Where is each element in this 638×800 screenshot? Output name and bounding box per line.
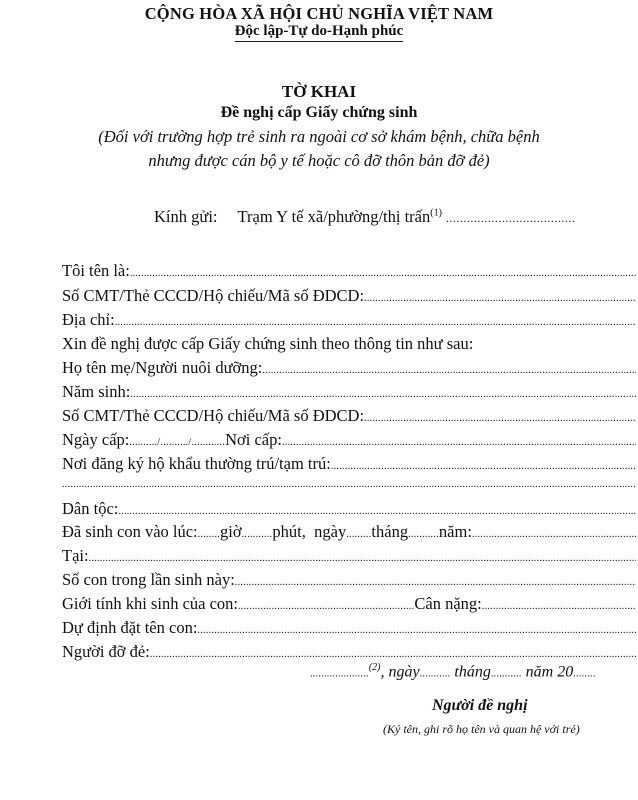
form-note-line1: (Đối với trường hợp trẻ sinh ra ngoài cơ sở khám bệnh, chữa bệnh	[98, 127, 540, 146]
minute-blank[interactable]: ...........	[241, 529, 273, 540]
fill-line[interactable]	[282, 432, 636, 451]
form-title: TỜ KHAI	[281, 82, 357, 101]
fill-line[interactable]	[130, 263, 636, 282]
fill-line[interactable]	[89, 548, 636, 567]
month-unit: tháng	[371, 522, 409, 541]
month-blank[interactable]: ...........	[490, 668, 522, 680]
field-midwife	[62, 641, 636, 663]
fill-line[interactable]	[150, 644, 636, 663]
form-note-line2: nhưng được cán bộ y tế hoặc cô đỡ thôn bản đỡ đẻ)	[148, 151, 490, 170]
fill-line[interactable]	[472, 524, 636, 543]
field-residence-continued	[62, 474, 636, 496]
field-label: Dân tộc:	[62, 499, 119, 518]
fill-line[interactable]	[197, 620, 636, 639]
date-year-text: năm 20	[525, 663, 574, 681]
field-mother-name	[62, 357, 636, 379]
form-subtitle: Đề nghị cấp Giấy chứng sinh	[220, 104, 418, 121]
field-label: Đã sinh con vào lúc:	[62, 522, 198, 541]
fill-line[interactable]	[482, 596, 636, 615]
field-label: Nơi cấp:	[225, 430, 282, 449]
place-blank[interactable]: .....................	[310, 668, 369, 680]
field-label: Số CMT/Thẻ CCCD/Hộ chiếu/Mã số ĐDCD:	[62, 286, 365, 305]
fill-line[interactable]	[118, 501, 636, 520]
field-label: Cân nặng:	[414, 594, 482, 613]
date-month-text: tháng	[454, 663, 491, 681]
field-label: Năm sinh:	[62, 382, 131, 401]
issue-date-blank[interactable]: ........../........../............	[129, 437, 226, 448]
field-label: Số con trong lần sinh này:	[62, 570, 235, 589]
field-applicant-id	[62, 285, 636, 307]
field-label: Số CMT/Thẻ CCCD/Hộ chiếu/Mã số ĐDCD:	[62, 406, 365, 425]
fill-line[interactable]	[115, 312, 636, 331]
signer-note: (Ký tên, ghi rõ họ tên và quan hệ với trẻ)	[383, 722, 580, 736]
field-label: Địa chỉ:	[62, 310, 115, 329]
recipient-label: Kính gửi:	[154, 207, 218, 226]
signer-title: Người đề nghị	[432, 697, 528, 714]
field-intended-name	[62, 617, 636, 639]
field-label: Người đỡ đẻ:	[62, 642, 150, 661]
recipient-blank[interactable]: .....................................	[445, 211, 576, 225]
hour-unit: giờ	[220, 522, 242, 541]
field-residence	[62, 453, 636, 475]
hour-blank[interactable]: ........	[197, 529, 221, 540]
field-issue	[62, 429, 636, 451]
day-blank[interactable]: ...........	[419, 668, 451, 680]
field-label: Ngày cấp:	[62, 430, 130, 449]
year-blank[interactable]: ........	[573, 668, 596, 680]
place-footnote: (2)	[368, 662, 381, 673]
motto	[0, 23, 638, 42]
fill-line[interactable]	[262, 360, 636, 379]
fill-line[interactable]	[364, 408, 636, 427]
field-label: Dự định đặt tên con:	[62, 618, 198, 637]
field-gender-weight	[62, 593, 636, 615]
field-mother-id	[62, 405, 636, 427]
day-blank[interactable]: .........	[346, 529, 372, 540]
gender-blank[interactable]: ...............................................................	[238, 601, 415, 612]
minute-unit: phút,	[272, 522, 306, 541]
day-unit: ngày	[314, 522, 347, 541]
fill-line[interactable]	[62, 474, 636, 496]
fill-line[interactable]	[130, 384, 636, 403]
date-line	[310, 662, 596, 681]
recipient-footnote: (1)	[430, 207, 442, 219]
recipient-to: Trạm Y tế xã/phường/thị trấn	[237, 207, 431, 226]
field-label: Họ tên mẹ/Người nuôi dưỡng:	[62, 358, 263, 377]
field-birth-year	[62, 381, 636, 403]
field-label: Tại:	[62, 546, 89, 565]
request-intro-text: Xin đề nghị được cấp Giấy chứng sinh theo thông tin như sau:	[62, 334, 474, 353]
year-unit: năm:	[438, 522, 472, 541]
fill-line[interactable]	[331, 456, 636, 475]
national-title: CỘNG HÒA XÃ HỘI CHỦ NGHĨA VIỆT NAM	[144, 4, 494, 23]
field-label: Giới tính khi sinh của con:	[62, 594, 238, 613]
field-place	[62, 545, 636, 567]
recipient-line	[154, 207, 575, 227]
request-intro	[62, 333, 636, 355]
field-label: Nơi đăng ký hộ khẩu thường trú/tạm trú:	[62, 454, 331, 473]
field-label: Tôi tên là:	[62, 261, 130, 280]
field-child-count	[62, 569, 636, 591]
month-blank[interactable]: ...........	[408, 529, 439, 540]
fill-line[interactable]	[364, 288, 636, 307]
field-born-time	[62, 521, 636, 543]
field-ethnicity	[62, 498, 636, 520]
motto-text: Độc lập-Tự do-Hạnh phúc	[235, 23, 404, 42]
field-address	[62, 309, 636, 331]
field-applicant-name	[62, 260, 636, 282]
fill-line[interactable]	[235, 572, 636, 591]
date-day-text: , ngày	[380, 663, 420, 681]
